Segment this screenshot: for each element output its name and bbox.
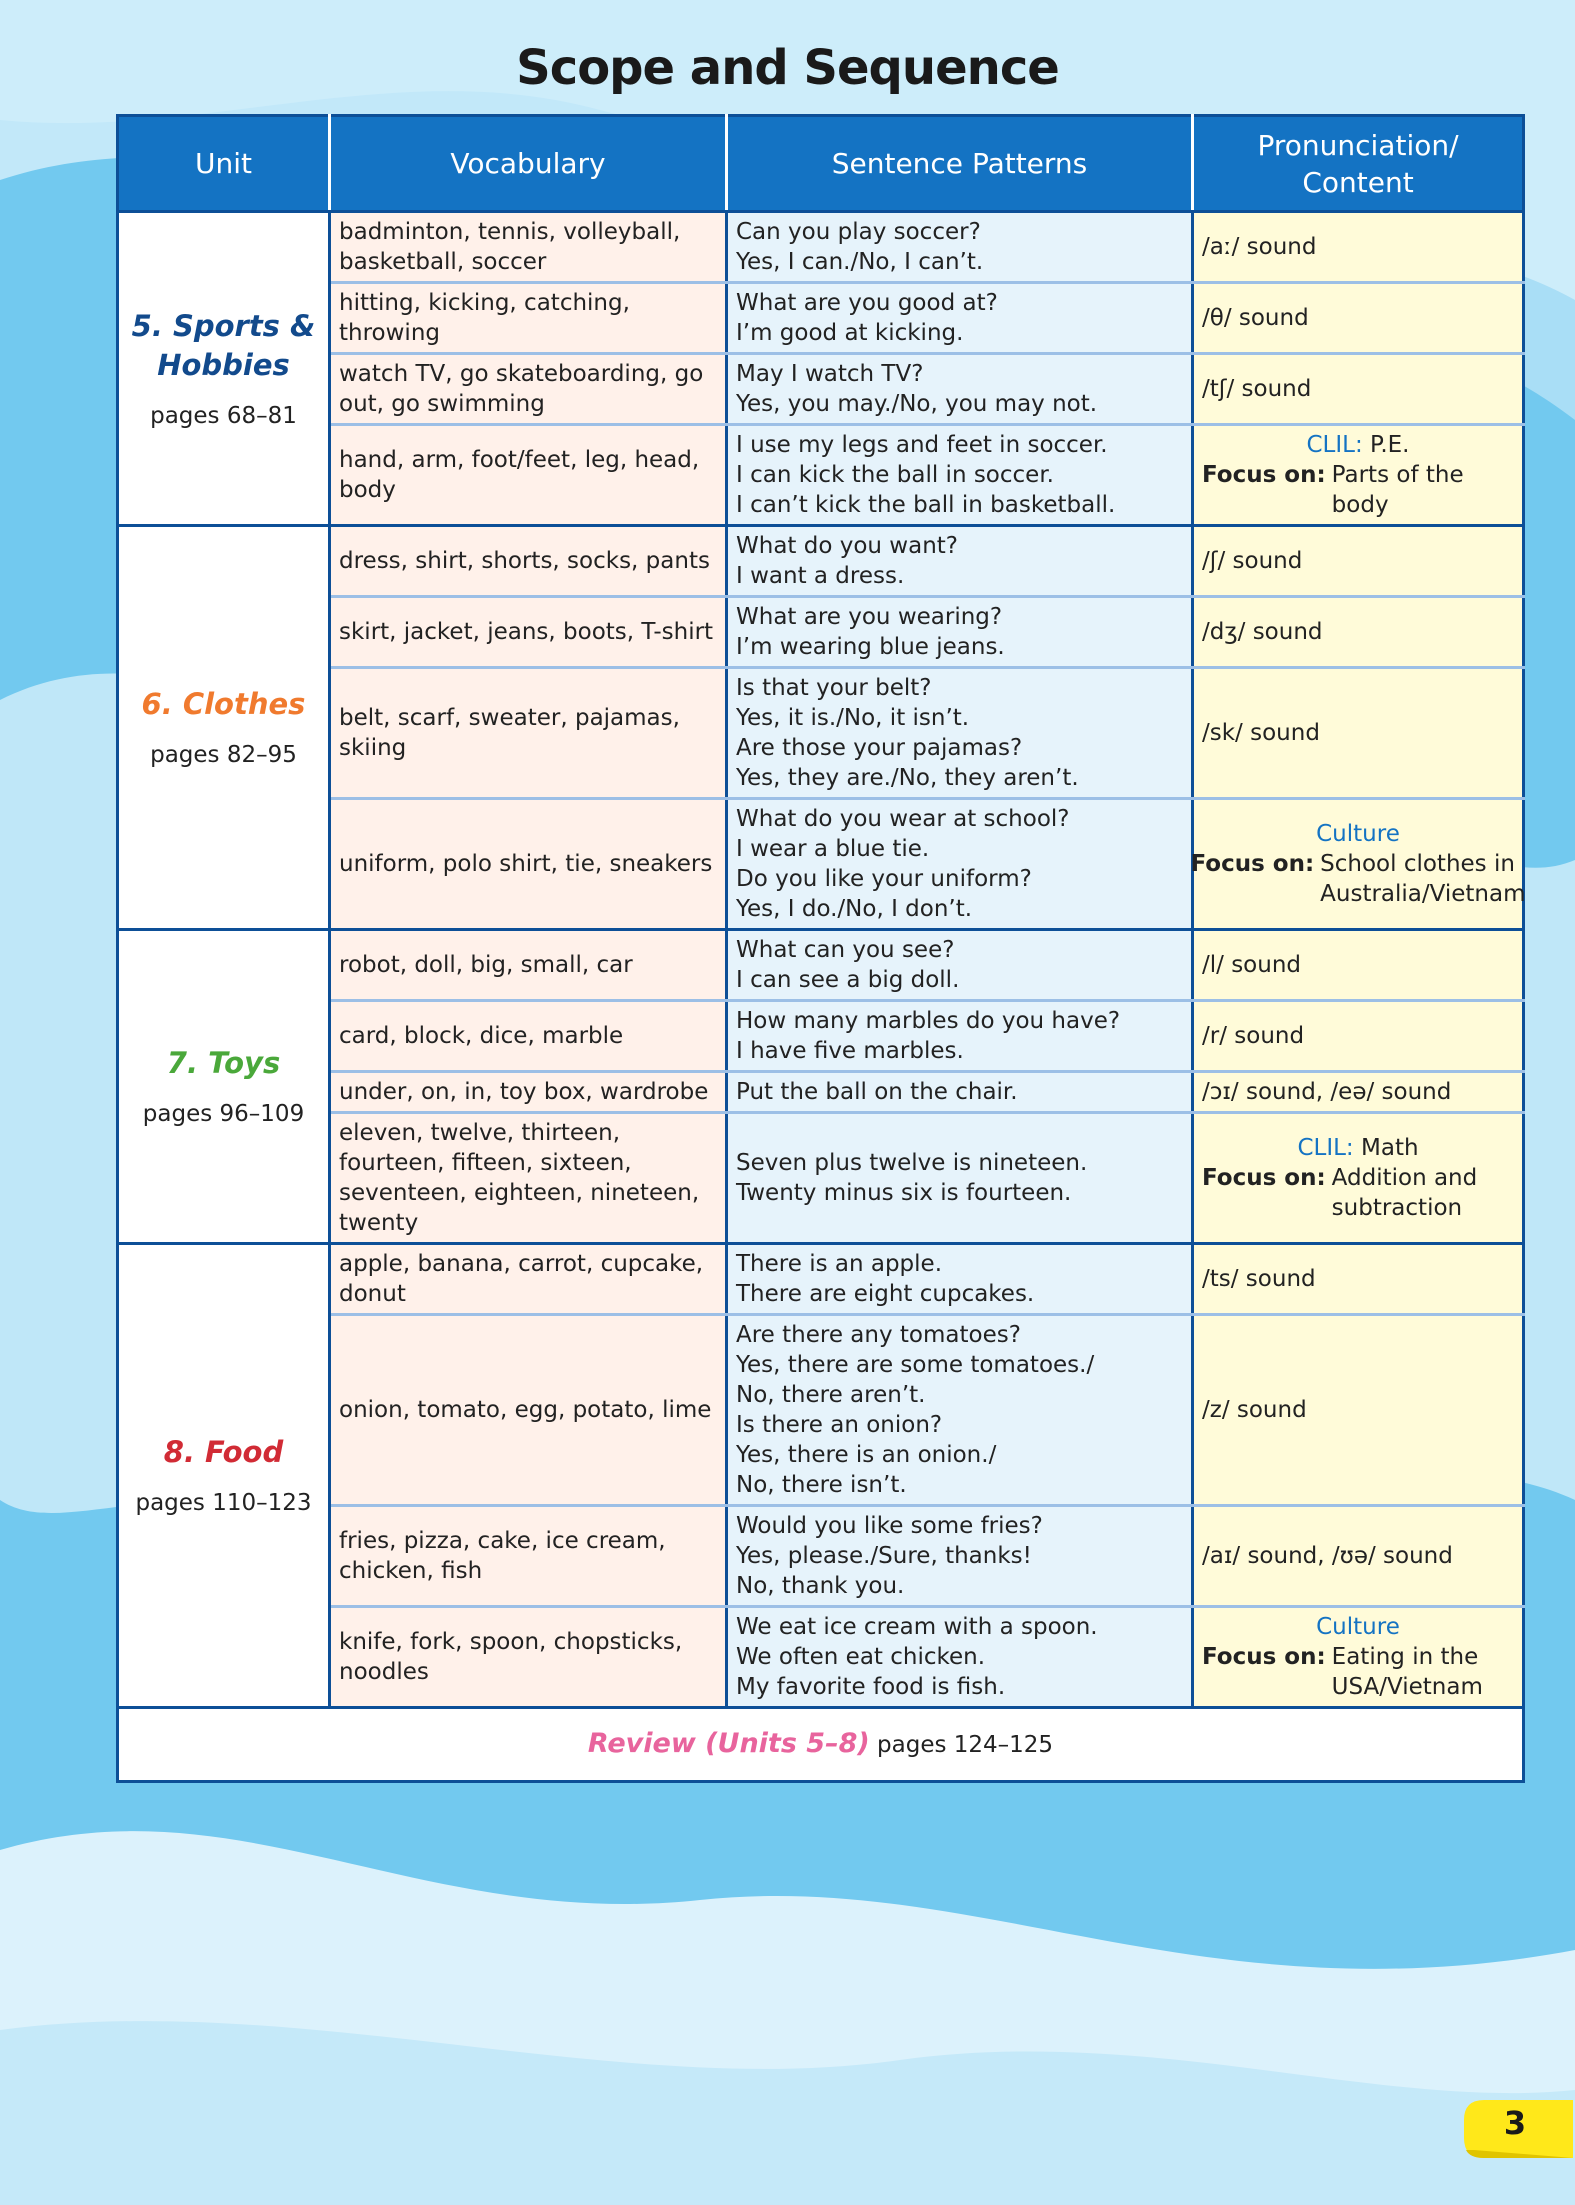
- unit-name-line1: 8. Food: [163, 1435, 284, 1469]
- sentence-pattern-line: Twenty minus six is fourteen.: [736, 1180, 1072, 1206]
- sentence-pattern-line: Are there any tomatoes?: [736, 1322, 1021, 1348]
- pronunciation-sound: /sk/ sound: [1202, 720, 1320, 746]
- pronunciation-content-cell: [1193, 668, 1524, 799]
- sentence-pattern-line: What do you wear at school?: [736, 806, 1070, 832]
- pronunciation-content-cell: [1193, 597, 1524, 668]
- pronunciation-content-cell: [1193, 212, 1524, 283]
- header-vocabulary: Vocabulary: [330, 116, 727, 212]
- pronunciation-sound: /ʃ/ sound: [1202, 548, 1303, 574]
- sentence-patterns-cell: [727, 799, 1193, 930]
- content-heading: [1202, 430, 1514, 460]
- pronunciation-sound: /dʒ/ sound: [1202, 619, 1323, 645]
- focus-row: [1202, 1163, 1514, 1223]
- pronunciation-content-cell: [1193, 425, 1524, 526]
- page-title: Scope and Sequence: [516, 40, 1059, 96]
- sentence-pattern-line: I can see a big doll.: [736, 967, 960, 993]
- sentence-pattern-line: Are those your pajamas?: [736, 735, 1023, 761]
- sentence-pattern-line: How many marbles do you have?: [736, 1008, 1121, 1034]
- sentence-patterns-cell: [727, 1244, 1193, 1315]
- pronunciation-content-cell: [1193, 1244, 1524, 1315]
- sentence-pattern-line: We eat ice cream with a spoon.: [736, 1614, 1098, 1640]
- scope-sequence-table: [116, 114, 1525, 1783]
- sentence-patterns-cell: [727, 1607, 1193, 1708]
- content-block: [1202, 1612, 1514, 1702]
- sentence-pattern-line: What are you good at?: [736, 290, 998, 316]
- unit-cell: [118, 930, 330, 1244]
- sentence-pattern-line: Would you like some fries?: [736, 1513, 1043, 1539]
- sentence-pattern-line: Is that your belt?: [736, 675, 932, 701]
- table-row: [118, 930, 1524, 1001]
- unit-name: [127, 685, 320, 724]
- sentence-patterns-cell: [727, 1113, 1193, 1244]
- vocabulary-cell: watch TV, go skateboarding, go out, go swimming: [330, 354, 727, 425]
- unit-name-line2: Hobbies: [157, 347, 290, 382]
- pronunciation-sound: /l/ sound: [1202, 952, 1302, 978]
- vocabulary-cell: badminton, tennis, volleyball, basketball, soccer: [330, 212, 727, 283]
- header-unit: Unit: [118, 116, 330, 212]
- sentence-pattern-line: I want a dress.: [736, 563, 905, 589]
- unit-name-line1: 6. Clothes: [141, 687, 306, 721]
- content-block: [1190, 819, 1526, 909]
- sentence-pattern-line: Do you like your uniform?: [736, 866, 1032, 892]
- focus-value: Addition and subtraction: [1331, 1165, 1478, 1221]
- sentence-pattern-line: My favorite food is fish.: [736, 1674, 1006, 1700]
- vocabulary-cell: hitting, kicking, catching, throwing: [330, 283, 727, 354]
- sentence-pattern-line: I wear a blue tie.: [736, 836, 930, 862]
- pronunciation-sound: /θ/ sound: [1202, 305, 1309, 331]
- pronunciation-sound: /aː/ sound: [1202, 234, 1317, 260]
- focus-row: [1190, 849, 1526, 909]
- sentence-patterns-cell: [727, 1315, 1193, 1506]
- sentence-pattern-line: What do you want?: [736, 533, 959, 559]
- vocabulary-cell: skirt, jacket, jeans, boots, T-shirt: [330, 597, 727, 668]
- pronunciation-content-cell: [1193, 526, 1524, 597]
- sentence-pattern-line: No, there aren’t.: [736, 1382, 926, 1408]
- page-number: 3: [1503, 2104, 1527, 2142]
- content-subject: Math: [1361, 1135, 1419, 1161]
- focus-label: Focus on:: [1190, 851, 1315, 877]
- unit-name-line1: 7. Toys: [166, 1046, 281, 1080]
- sentence-pattern-line: What are you wearing?: [736, 604, 1003, 630]
- sentence-patterns-cell: [727, 668, 1193, 799]
- review-cell: [118, 1708, 1524, 1782]
- sentence-pattern-line: We often eat chicken.: [736, 1644, 986, 1670]
- sentence-pattern-line: Put the ball on the chair.: [736, 1079, 1018, 1105]
- sentence-pattern-line: Seven plus twelve is nineteen.: [736, 1150, 1088, 1176]
- content-label: CLIL:: [1297, 1135, 1354, 1161]
- table-row: [118, 526, 1524, 597]
- content-label: Culture: [1316, 821, 1400, 847]
- pronunciation-content-cell: [1190, 799, 1526, 930]
- pronunciation-content-cell: [1193, 1506, 1524, 1607]
- pronunciation-content-cell: [1193, 1001, 1524, 1072]
- focus-label: Focus on:: [1202, 1644, 1326, 1670]
- content-heading: [1202, 819, 1514, 849]
- sentence-pattern-line: Yes, it is./No, it isn’t.: [736, 705, 970, 731]
- focus-value: Parts of the body: [1331, 462, 1464, 518]
- content-heading: [1202, 1133, 1514, 1163]
- content-heading: [1202, 1612, 1514, 1642]
- sentence-pattern-line: Yes, there is an onion./: [736, 1442, 997, 1468]
- vocabulary-cell: under, on, in, toy box, wardrobe: [330, 1072, 727, 1113]
- sentence-pattern-line: I can’t kick the ball in basketball.: [736, 492, 1116, 518]
- vocabulary-cell: belt, scarf, sweater, pajamas, skiing: [330, 668, 727, 799]
- review-title: Review (Units 5–8): [587, 1728, 870, 1759]
- sentence-patterns-cell: [727, 212, 1193, 283]
- pronunciation-content-cell: [1193, 1607, 1524, 1708]
- content-block: [1202, 1133, 1514, 1223]
- header-pronunciation-content: [1193, 116, 1524, 212]
- vocabulary-cell: robot, doll, big, small, car: [330, 930, 727, 1001]
- sentence-patterns-cell: [727, 283, 1193, 354]
- content-block: [1202, 430, 1514, 520]
- table-header-row: [118, 116, 1524, 212]
- focus-row: [1202, 460, 1514, 520]
- pronunciation-sound: /r/ sound: [1202, 1023, 1305, 1049]
- content-label: CLIL:: [1306, 432, 1363, 458]
- pronunciation-sound: /ts/ sound: [1202, 1266, 1316, 1292]
- unit-name-line1: 5. Sports &: [131, 308, 316, 343]
- sentence-patterns-cell: [727, 526, 1193, 597]
- sentence-pattern-line: I’m good at kicking.: [736, 320, 964, 346]
- sentence-pattern-line: Yes, please./Sure, thanks!: [736, 1543, 1032, 1569]
- vocabulary-cell: onion, tomato, egg, potato, lime: [330, 1315, 727, 1506]
- header-pronunciation-line2: Content: [1302, 165, 1414, 199]
- pronunciation-content-cell: [1193, 930, 1524, 1001]
- review-row: [118, 1708, 1524, 1782]
- unit-name: [127, 1044, 320, 1083]
- pronunciation-content-cell: [1193, 1315, 1524, 1506]
- pronunciation-sound: /z/ sound: [1202, 1397, 1307, 1423]
- sentence-patterns-cell: [727, 354, 1193, 425]
- sentence-patterns-cell: [727, 1506, 1193, 1607]
- sentence-pattern-line: Yes, you may./No, you may not.: [736, 391, 1098, 417]
- header-sentence-patterns: Sentence Patterns: [727, 116, 1193, 212]
- sentence-pattern-line: No, thank you.: [736, 1573, 905, 1599]
- sentence-pattern-line: I have five marbles.: [736, 1038, 964, 1064]
- sentence-patterns-cell: [727, 597, 1193, 668]
- pronunciation-sound: /ɔɪ/ sound, /eə/ sound: [1202, 1079, 1452, 1105]
- unit-cell: [118, 526, 330, 930]
- sentence-pattern-line: Yes, I can./No, I can’t.: [736, 249, 984, 275]
- unit-pages: pages 96–109: [142, 1101, 305, 1127]
- sentence-pattern-line: Is there an onion?: [736, 1412, 943, 1438]
- sentence-pattern-line: Yes, they are./No, they aren’t.: [736, 765, 1079, 791]
- focus-label: Focus on:: [1202, 462, 1326, 488]
- unit-cell: [118, 212, 330, 526]
- pronunciation-content-cell: [1193, 1113, 1524, 1244]
- pronunciation-content-cell: [1193, 1072, 1524, 1113]
- content-label: Culture: [1316, 1614, 1400, 1640]
- sentence-pattern-line: I can kick the ball in soccer.: [736, 462, 1054, 488]
- sentence-patterns-cell: [727, 1001, 1193, 1072]
- unit-pages: pages 68–81: [150, 402, 297, 429]
- sentence-pattern-line: No, there isn’t.: [736, 1472, 907, 1498]
- sentence-pattern-line: There are eight cupcakes.: [736, 1281, 1035, 1307]
- sentence-patterns-cell: [727, 425, 1193, 526]
- focus-value: Eating in the USA/Vietnam: [1331, 1644, 1483, 1700]
- sentence-pattern-line: I’m wearing blue jeans.: [736, 634, 1005, 660]
- vocabulary-cell: uniform, polo shirt, tie, sneakers: [330, 799, 727, 930]
- vocabulary-cell: fries, pizza, cake, ice cream, chicken, fish: [330, 1506, 727, 1607]
- pronunciation-content-cell: [1193, 283, 1524, 354]
- table-row: [118, 1244, 1524, 1315]
- sentence-pattern-line: Can you play soccer?: [736, 219, 981, 245]
- table-row: [118, 212, 1524, 283]
- pronunciation-sound: /tʃ/ sound: [1202, 376, 1312, 402]
- content-subject: P.E.: [1370, 432, 1410, 458]
- vocabulary-cell: dress, shirt, shorts, socks, pants: [330, 526, 727, 597]
- focus-value: School clothes in Australia/Vietnam: [1320, 851, 1526, 907]
- vocabulary-cell: eleven, twelve, thirteen, fourteen, fifteen, sixteen, seventeen, eighteen, nineteen, twenty: [330, 1113, 727, 1244]
- sentence-patterns-cell: [727, 1072, 1193, 1113]
- unit-name: [127, 1433, 320, 1472]
- pronunciation-sound: /aɪ/ sound, /ʊə/ sound: [1202, 1543, 1453, 1569]
- pronunciation-content-cell: [1193, 354, 1524, 425]
- table-body: [118, 212, 1524, 1708]
- vocabulary-cell: hand, arm, foot/feet, leg, head, body: [330, 425, 727, 526]
- unit-name: [127, 307, 320, 385]
- vocabulary-cell: knife, fork, spoon, chopsticks, noodles: [330, 1607, 727, 1708]
- header-pronunciation-line1: Pronunciation/: [1257, 128, 1459, 162]
- unit-cell: [118, 1244, 330, 1708]
- focus-label: Focus on:: [1202, 1165, 1326, 1191]
- sentence-patterns-cell: [727, 930, 1193, 1001]
- sentence-pattern-line: Yes, I do./No, I don’t.: [736, 896, 973, 922]
- review-pages: pages 124–125: [877, 1732, 1054, 1758]
- sentence-pattern-line: May I watch TV?: [736, 361, 924, 387]
- unit-pages: pages 82–95: [150, 742, 297, 768]
- vocabulary-cell: apple, banana, carrot, cupcake, donut: [330, 1244, 727, 1315]
- sentence-pattern-line: Yes, there are some tomatoes./: [736, 1352, 1095, 1378]
- unit-pages: pages 110–123: [135, 1490, 312, 1516]
- vocabulary-cell: card, block, dice, marble: [330, 1001, 727, 1072]
- sentence-pattern-line: I use my legs and feet in soccer.: [736, 432, 1108, 458]
- sentence-pattern-line: There is an apple.: [736, 1251, 943, 1277]
- focus-row: [1202, 1642, 1514, 1702]
- sentence-pattern-line: What can you see?: [736, 937, 955, 963]
